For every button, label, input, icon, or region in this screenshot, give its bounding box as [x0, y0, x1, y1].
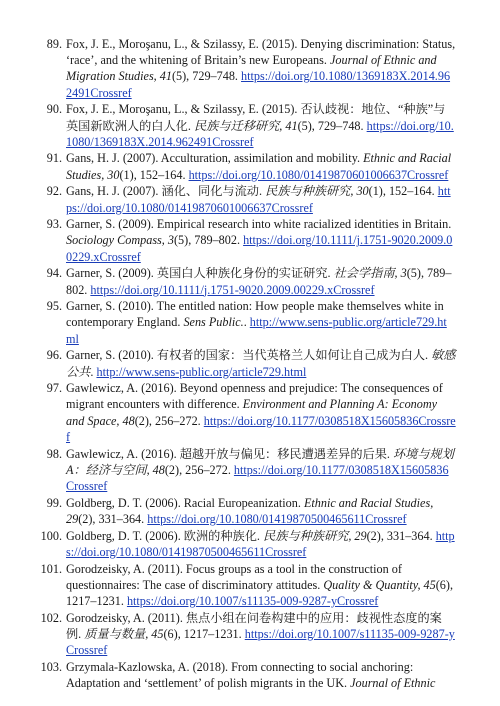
- reference-entry: [0, 36, 500, 101]
- doi-link[interactable]: http://www.sens-public.org/article729.html: [96, 364, 307, 379]
- doi-link[interactable]: https://doi.org/10.1111/j.1751-9020.2009.00229.xCrossref: [66, 233, 453, 264]
- reference-entry: [0, 610, 500, 659]
- reference-entry: [0, 659, 500, 691]
- reference-text: Garner, S. (2009). 英国白人种族化身份的实证研究.: [66, 266, 334, 281]
- journal-title: 敏感公共: [66, 348, 456, 379]
- reference-text: Gans, H. J. (2007). Acculturation, assimilation and mobility.: [66, 151, 364, 166]
- reference-number: 89.: [46, 37, 62, 51]
- reference-number: 103.: [40, 659, 62, 674]
- reference-entry: [0, 495, 500, 527]
- doi-link[interactable]: https://doi.org/10.1177/0308518X15605836Crossref: [66, 413, 456, 444]
- doi-link[interactable]: https://doi.org/10.1080/01419870500465611Crossref: [147, 511, 407, 526]
- reference-number: 94.: [46, 266, 62, 281]
- reference-text: Garner, S. (2009). Empirical research into white racialized identities in Britain.: [66, 217, 452, 232]
- reference-text: Gawlewicz, A. (2016). Beyond openness and prejudice: The consequences of migrant encounters with difference.: [66, 381, 443, 412]
- reference-entry: [0, 446, 500, 495]
- reference-number: 91.: [46, 151, 62, 166]
- reference-pages: (5), 729–748.: [171, 69, 242, 84]
- reference-pages: (6), 1217–1231.: [163, 626, 245, 641]
- reference-pages: (2), 256–272.: [134, 413, 204, 428]
- reference-number: 93.: [46, 217, 62, 232]
- journal-title: Journal of Ethnic: [350, 675, 436, 690]
- doi-link[interactable]: https://doi.org/10.1080/01419870500465611Crossref: [66, 528, 455, 559]
- reference-pages: (2), 256–272.: [164, 462, 234, 477]
- journal-title: Ethnic and Racial Studies, 29: [66, 495, 434, 526]
- reference-text: Garner, S. (2010). 有权者的国家：当代英格兰人如何让自己成为白人.: [66, 348, 432, 363]
- reference-entry: [0, 183, 500, 215]
- reference-entry: [0, 298, 500, 347]
- doi-link[interactable]: https://doi.org/10.1080/1369183X.2014.962491Crossref: [66, 118, 454, 149]
- reference-pages: .: [243, 315, 250, 330]
- reference-entry: [0, 380, 500, 445]
- journal-title: 环境与规划A：经济与空间, 48: [66, 446, 454, 477]
- reference-pages: (1), 152–164.: [368, 184, 438, 199]
- reference-number: 92.: [46, 184, 62, 199]
- reference-entry: [0, 150, 500, 182]
- reference-pages: (6), 1217–1231.: [66, 577, 453, 608]
- journal-title: Ethnic and Racial Studies, 30: [66, 151, 452, 182]
- reference-text: Goldberg, D. T. (2006). 欧洲的种族化.: [66, 528, 264, 543]
- journal-title: 社会学指南, 3: [333, 266, 407, 281]
- reference-entry: [0, 216, 500, 265]
- journal-title: Journal of Ethnic and Migration Studies, 41: [66, 53, 437, 84]
- reference-pages: (5), 789–802.: [66, 266, 452, 297]
- reference-pages: (2), 331–364.: [366, 528, 436, 543]
- reference-number: 101.: [40, 561, 62, 576]
- reference-text: Gorodzeisky, A. (2011). 焦点小组在问卷构建中的应用：歧视性态度的案例.: [66, 610, 442, 641]
- journal-title: 民族与种族研究, 29: [263, 528, 367, 543]
- reference-number: 102.: [40, 610, 62, 625]
- doi-link[interactable]: https://doi.org/10.1080/01419870601006637Crossref: [188, 167, 449, 182]
- reference-pages: (5), 729–748.: [297, 118, 367, 133]
- reference-text: Garner, S. (2010). The entitled nation: How people make themselves white in contemporary England.: [66, 299, 444, 330]
- reference-list: [0, 36, 500, 692]
- reference-number: 100.: [40, 528, 62, 543]
- reference-text: Fox, J. E., Moroşanu, L., & Szilassy, E. (2015). Denying discrimination: Status, ‘race’, and the whitening of Britain’s new Europeans.: [66, 37, 456, 68]
- doi-link[interactable]: https://doi.org/10.1080/1369183X.2014.962491Crossref: [66, 69, 451, 100]
- journal-title: 民族与迁移研究, 41: [193, 118, 298, 133]
- reference-number: 90.: [46, 102, 62, 117]
- reference-entry: [0, 101, 500, 150]
- reference-pages: .: [90, 364, 97, 379]
- reference-number: 96.: [46, 348, 62, 363]
- journal-title: Environment and Planning A: Economy and Space, 48: [66, 397, 438, 428]
- reference-number: 95.: [46, 299, 62, 314]
- doi-link[interactable]: http://www.sens-public.org/article729.html: [66, 315, 447, 346]
- doi-link[interactable]: https://doi.org/10.1080/01419870601006637Crossref: [66, 184, 451, 215]
- reference-text: Fox, J. E., Moroşanu, L., & Szilassy, E. (2015). 否认歧视：地位、“种族”与英国新欧洲人的白人化.: [66, 102, 446, 133]
- reference-entry: [0, 528, 500, 560]
- reference-text: Grzymala-Kazlowska, A. (2018). From connecting to social anchoring: Adaptation and ‘settlement’ of polish migrants in the UK.: [66, 659, 414, 690]
- reference-entry: [0, 347, 500, 379]
- journal-title: Sens Public.: [183, 315, 244, 330]
- reference-pages: (5), 789–802.: [174, 233, 244, 248]
- journal-title: Sociology Compass, 3: [66, 233, 174, 248]
- journal-title: 质量与数量, 45: [84, 626, 164, 641]
- reference-text: Gawlewicz, A. (2016). 超越开放与偏见：移民遭遇差异的后果.: [66, 446, 393, 461]
- journal-title: Quality & Quantity, 45: [323, 577, 436, 592]
- doi-link[interactable]: https://doi.org/10.1007/s11135-009-9287-yCrossref: [66, 626, 455, 658]
- doi-link[interactable]: https://doi.org/10.1177/0308518X15605836Crossref: [66, 462, 449, 493]
- reference-entry: [0, 265, 500, 297]
- reference-text: Gans, H. J. (2007). 涵化、同化与流动.: [66, 184, 266, 199]
- journal-title: 民族与种族研究, 30: [265, 184, 369, 199]
- doi-link[interactable]: https://doi.org/10.1111/j.1751-9020.2009.00229.xCrossref: [90, 282, 375, 297]
- reference-number: 98.: [46, 446, 62, 461]
- reference-text: Goldberg, D. T. (2006). Racial Europeanization.: [66, 495, 304, 510]
- reference-number: 97.: [46, 381, 62, 396]
- reference-text: Gorodzeisky, A. (2011). Focus groups as a tool in the construction of questionnaires: The case of discriminatory attitudes.: [66, 561, 402, 592]
- doi-link[interactable]: https://doi.org/10.1007/s11135-009-9287-yCrossref: [126, 593, 379, 608]
- reference-entry: [0, 561, 500, 610]
- reference-pages: (2), 331–364.: [78, 511, 148, 526]
- reference-number: 99.: [46, 495, 62, 510]
- reference-pages: (1), 152–164.: [119, 167, 189, 182]
